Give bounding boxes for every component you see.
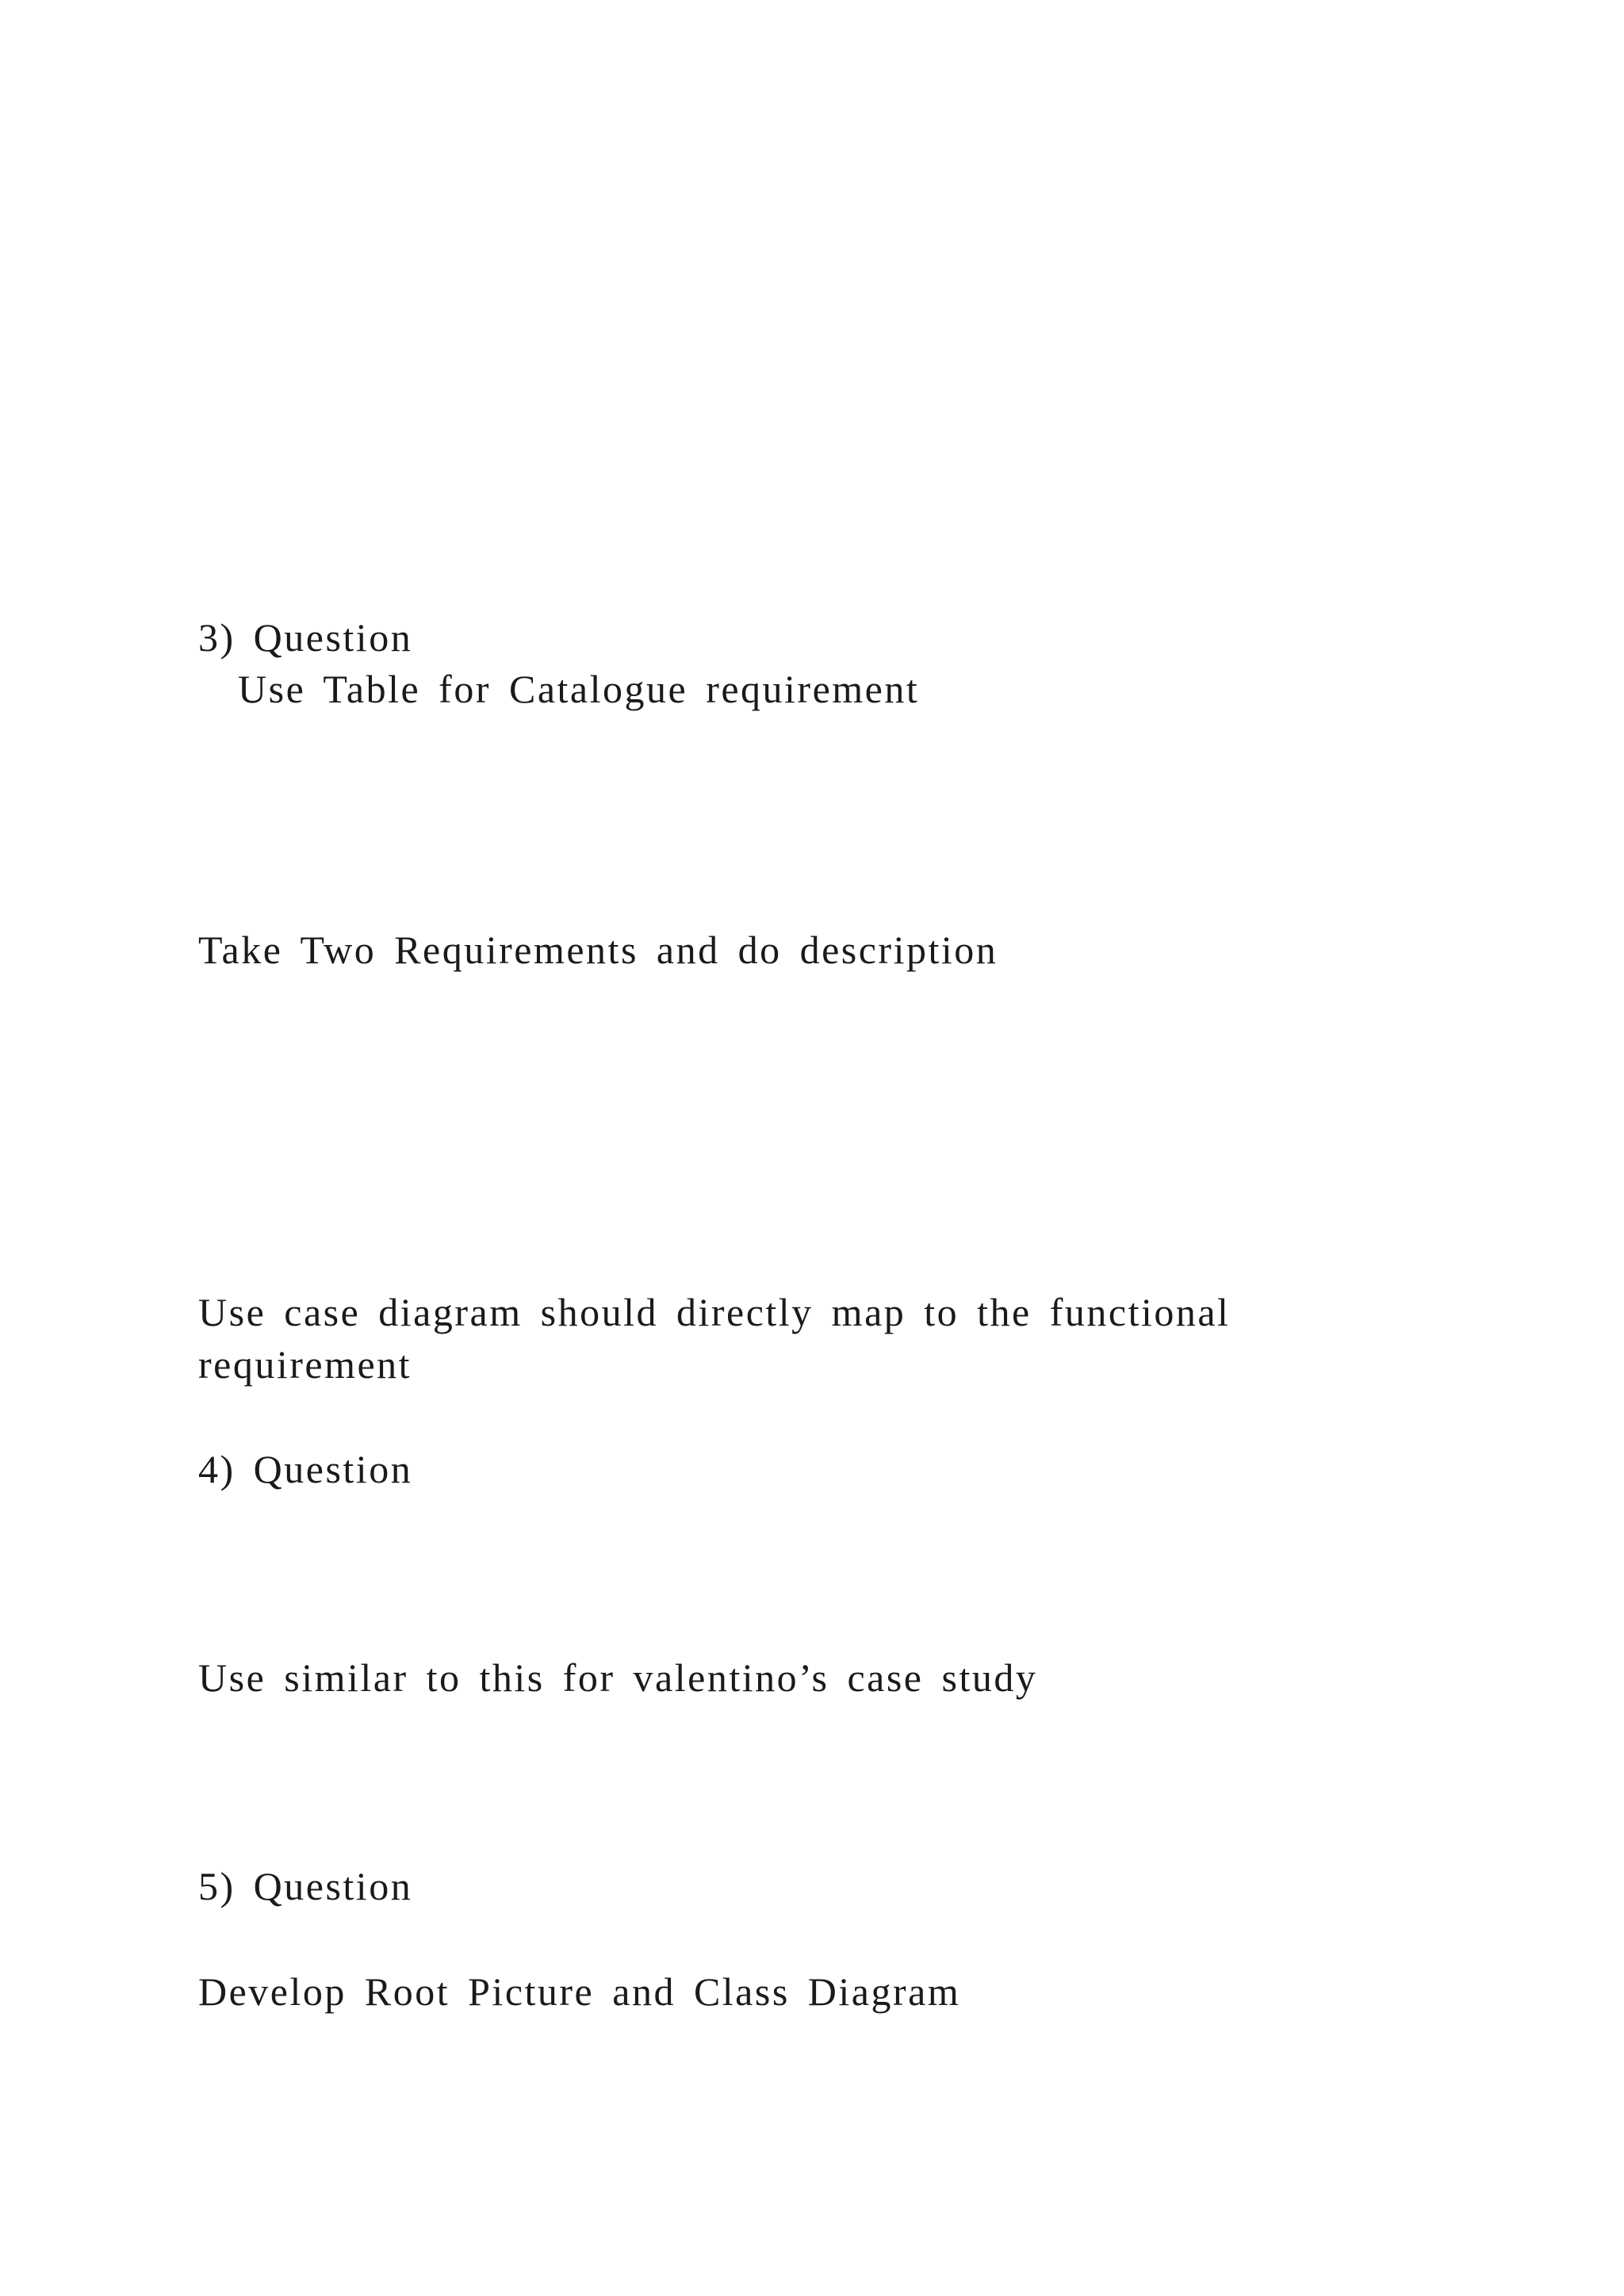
use-case-note-line-2: requirement [198, 1342, 412, 1387]
question-4-heading: 4) Question [198, 1447, 413, 1491]
question-5-heading: 5) Question [198, 1864, 413, 1908]
question-3-heading: 3) Question [198, 615, 413, 660]
question-3-instruction: Use Table for Catalogue requirement [238, 667, 920, 711]
use-case-note-line-1: Use case diagram should directly map to the functional [198, 1290, 1231, 1334]
question-5-instruction: Develop Root Picture and Class Diagram [198, 1969, 961, 2014]
question-4-instruction: Use similar to this for valentino’s case study [198, 1655, 1038, 1700]
requirements-description-note: Take Two Requirements and do description [198, 928, 998, 972]
